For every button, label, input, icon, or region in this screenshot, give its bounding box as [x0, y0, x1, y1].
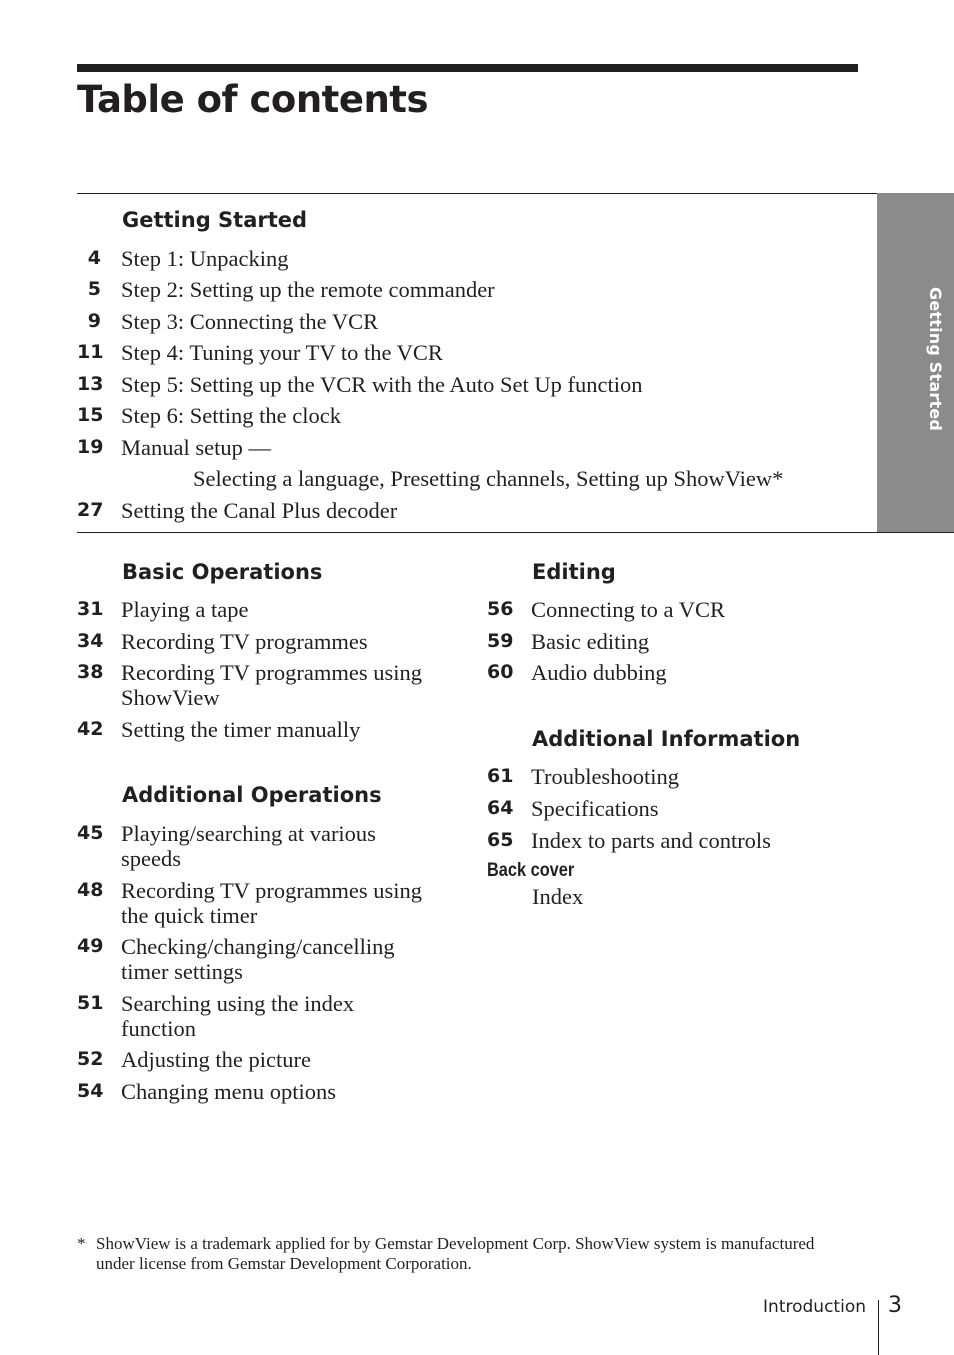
toc-entry[interactable] [77, 1079, 336, 1104]
toc-page-number: 27 [77, 499, 104, 521]
toc-page-number: 60 [487, 661, 514, 683]
toc-page-number: 64 [487, 797, 514, 819]
toc-entry[interactable] [77, 340, 443, 365]
toc-entry-line: ShowView [121, 685, 220, 710]
toc-entry-title: Step 2: Setting up the remote commander [121, 277, 495, 302]
toc-entry-line: function [121, 1016, 196, 1041]
toc-entry-title: Step 1: Unpacking [121, 246, 289, 271]
toc-entry[interactable] [487, 764, 679, 789]
toc-entry-title: Playing a tape [121, 597, 249, 622]
toc-page-number: 45 [77, 822, 104, 844]
toc-entry-line: timer settings [121, 959, 243, 984]
toc-entry-title: Step 4: Tuning your TV to the VCR [121, 340, 443, 365]
toc-entry-title: Specifications [531, 796, 659, 821]
section-divider-top [77, 193, 954, 194]
toc-entry[interactable] [77, 498, 397, 523]
toc-page-number: 13 [77, 373, 104, 395]
toc-entry-line: Recording TV programmes using [121, 660, 423, 685]
toc-page-number: 61 [487, 765, 514, 787]
title-rule [77, 64, 858, 72]
footer-rule [878, 1300, 879, 1355]
back-cover-entry[interactable]: Index [532, 884, 584, 909]
toc-entry[interactable] [487, 660, 667, 685]
toc-entry-title: Manual setup — [121, 435, 271, 460]
toc-entry-line: Recording TV programmes using [121, 878, 423, 903]
toc-entry[interactable] [77, 821, 376, 871]
toc-page-number: 56 [487, 598, 514, 620]
toc-entry[interactable] [77, 246, 288, 271]
section-heading-basic-operations: Basic Operations [122, 560, 323, 584]
toc-entry[interactable] [487, 629, 649, 654]
toc-page-number: 52 [77, 1048, 104, 1070]
toc-page-number: 19 [77, 436, 104, 458]
toc-entry-title: Connecting to a VCR [531, 597, 725, 622]
toc-entry-title: Setting the Canal Plus decoder [121, 498, 398, 523]
toc-entry-title: Step 6: Setting the clock [121, 403, 341, 428]
toc-page-number: 9 [87, 310, 101, 332]
toc-entry[interactable] [77, 934, 395, 984]
page-title: Table of contents [77, 78, 429, 121]
back-cover-label: Back cover [487, 860, 575, 881]
toc-page-number: 34 [77, 630, 104, 652]
toc-entry-title: Audio dubbing [531, 660, 667, 685]
toc-entry-title [121, 934, 395, 984]
section-heading-getting-started: Getting Started [122, 208, 308, 232]
toc-page-number: 54 [77, 1080, 104, 1102]
toc-entry-title: Changing menu options [121, 1079, 336, 1104]
toc-page-number: 38 [77, 661, 104, 683]
toc-page-number: 31 [77, 598, 104, 620]
toc-entry-title: Setting the timer manually [121, 717, 361, 742]
toc-entry-line: speeds [121, 846, 181, 871]
footnote-mark: * [77, 1234, 86, 1253]
footer-section-label: Introduction [763, 1297, 866, 1317]
toc-page-number: 59 [487, 630, 514, 652]
toc-entry-title: Adjusting the picture [121, 1047, 311, 1072]
toc-entry[interactable] [77, 435, 271, 460]
toc-entry[interactable] [77, 991, 354, 1041]
toc-page-number: 42 [77, 718, 104, 740]
toc-entry[interactable] [77, 597, 248, 622]
side-tab [877, 193, 954, 532]
toc-entry-title: Step 5: Setting up the VCR with the Auto Set Up function [121, 372, 643, 397]
toc-entry-line: the quick timer [121, 903, 258, 928]
page-number: 3 [888, 1293, 902, 1318]
toc-page-number: 11 [77, 341, 104, 363]
toc-entry[interactable] [77, 878, 422, 928]
toc-entry-title [121, 878, 422, 928]
toc-entry[interactable] [77, 629, 368, 654]
toc-entry[interactable] [77, 717, 360, 742]
toc-entry-title: Troubleshooting [531, 764, 679, 789]
section-heading-additional-information: Additional Information [532, 727, 801, 751]
toc-page-number: 51 [77, 992, 104, 1014]
toc-entry[interactable] [77, 1047, 311, 1072]
footnote [77, 1234, 837, 1274]
section-heading-editing: Editing [532, 560, 616, 584]
toc-page-number: 15 [77, 404, 104, 426]
toc-entry[interactable] [487, 828, 771, 853]
toc-entry-line: Playing/searching at various [121, 821, 376, 846]
toc-entry-title [121, 991, 354, 1041]
toc-entry[interactable] [487, 597, 725, 622]
toc-entry-title [121, 660, 422, 710]
toc-page-number: 4 [87, 247, 101, 269]
toc-entry[interactable] [77, 309, 378, 334]
toc-entry[interactable] [77, 660, 422, 710]
footnote-text: ShowView is a trademark applied for by Gemstar Development Corp. ShowView system is manufactured under license from Gemstar Development Corporation. [96, 1234, 815, 1273]
section-heading-additional-operations: Additional Operations [122, 783, 382, 807]
side-tab-label: Getting Started [926, 287, 945, 431]
toc-entry[interactable] [77, 372, 642, 397]
toc-page-number: 48 [77, 879, 104, 901]
toc-entry-title: Index to parts and controls [531, 828, 771, 853]
toc-page-number: 49 [77, 935, 104, 957]
toc-entry-line: Searching using the index [121, 991, 355, 1016]
toc-entry[interactable] [487, 796, 658, 821]
toc-page-number: 5 [87, 278, 101, 300]
toc-entry-title: Basic editing [531, 629, 650, 654]
section-divider-bottom [77, 532, 954, 533]
toc-page-number: 65 [487, 829, 514, 851]
toc-entry-subtitle: Selecting a language, Presetting channels, Setting up ShowView* [193, 466, 784, 491]
toc-entry-title: Step 3: Connecting the VCR [121, 309, 379, 334]
toc-entry-title: Recording TV programmes [121, 629, 368, 654]
toc-entry-line: Checking/changing/cancelling [121, 934, 395, 959]
toc-entry[interactable] [77, 403, 341, 428]
toc-entry-title [121, 821, 376, 871]
toc-entry[interactable] [77, 277, 495, 302]
